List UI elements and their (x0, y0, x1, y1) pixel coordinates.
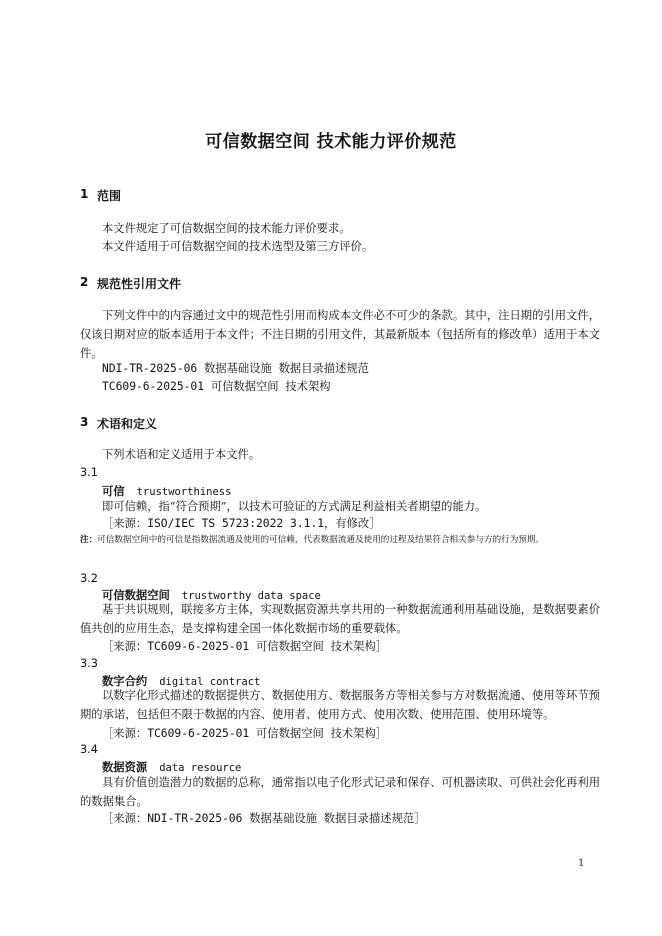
term-en: trustworthy data space (181, 590, 321, 602)
term-en: data resource (159, 762, 242, 774)
term-en: trustworthiness (136, 486, 232, 498)
term-zh: 数据资源 (102, 761, 148, 774)
term-source: ［来源：TC609-6-2025-01 可信数据空间 技术架构］ (102, 727, 388, 740)
normative-reference: TC609-6-2025-01 可信数据空间 技术架构 (102, 380, 331, 393)
section-3-number: 3 (80, 415, 89, 429)
term-number: 3.2 (80, 572, 98, 585)
term-definition: 以数字化形式描述的数据提供方、数据使用方、数据服务方等相关参与方对数据流通、使用等环节预期的承诺，包括但不限于数据的内容、使用者、使用方式、使用次数、使用范围、使用环境等。 (80, 689, 600, 721)
term-source: ［来源：ISO/IEC TS 5723:2022 3.1.1，有修改］ (102, 517, 381, 530)
term-definition: 具有价值创造潜力的数据的总称，通常指以电子化形式记录和保存、可机器读取、可供社会化再利用的数据集合。 (80, 776, 600, 808)
document-title: 可信数据空间 技术能力评价规范 (205, 132, 457, 152)
term-source: ［来源：NDI-TR-2025-06 数据基础设施 数据目录描述规范］ (102, 812, 426, 825)
term-en: digital contract (159, 676, 261, 688)
term-zh: 可信 (102, 485, 125, 498)
term-zh: 可信数据空间 (102, 589, 170, 602)
section-2-paragraph: 下列文件中的内容通过文中的规范性引用而构成本文件必不可少的条款。其中，注日期的引用文件，仅该日期对应的版本适用于本文件；不注日期的引用文件，其最新版本（包括所有的修改单）适用于本文件。 (80, 309, 600, 360)
term-number: 3.3 (80, 657, 98, 670)
section-3-intro: 下列术语和定义适用于本文件。 (102, 448, 261, 461)
section-2-number: 2 (80, 275, 89, 289)
normative-reference: NDI-TR-2025-06 数据基础设施 数据目录描述规范 (102, 362, 369, 375)
term-definition: 基于共识规则，联接多方主体，实现数据资源共享共用的一种数据流通利用基础设施，是数据要素价值共创的应用生态，是支撑构建全国一体化数据市场的重要载体。 (80, 603, 600, 635)
term-number: 3.4 (80, 743, 98, 756)
section-1-paragraph-1: 本文件规定了可信数据空间的技术能力评价要求。 (102, 222, 351, 235)
term-note (80, 531, 600, 550)
term-title (102, 483, 231, 499)
page-number: 1 (578, 858, 585, 869)
section-1-heading: 范围 (97, 189, 122, 203)
term-zh: 数字合约 (102, 675, 148, 688)
section-3-heading: 术语和定义 (97, 417, 158, 431)
term-definition: 即可信赖，指“符合预期”，以技术可验证的方式满足利益相关者期望的能力。 (102, 500, 487, 513)
section-1-number: 1 (80, 187, 89, 201)
note-label: 注： (80, 535, 98, 545)
note-text: 可信数据空间中的可信是指数据流通及使用的可信赖，代表数据流通及使用的过程及结果符合相关参与方的行为预期。 (97, 535, 545, 545)
term-source: ［来源：TC609-6-2025-01 可信数据空间 技术架构］ (102, 640, 388, 653)
term-number: 3.1 (80, 466, 98, 479)
section-2-heading: 规范性引用文件 (97, 277, 182, 291)
section-1-paragraph-2: 本文件适用于可信数据空间的技术选型及第三方评价。 (102, 240, 374, 253)
